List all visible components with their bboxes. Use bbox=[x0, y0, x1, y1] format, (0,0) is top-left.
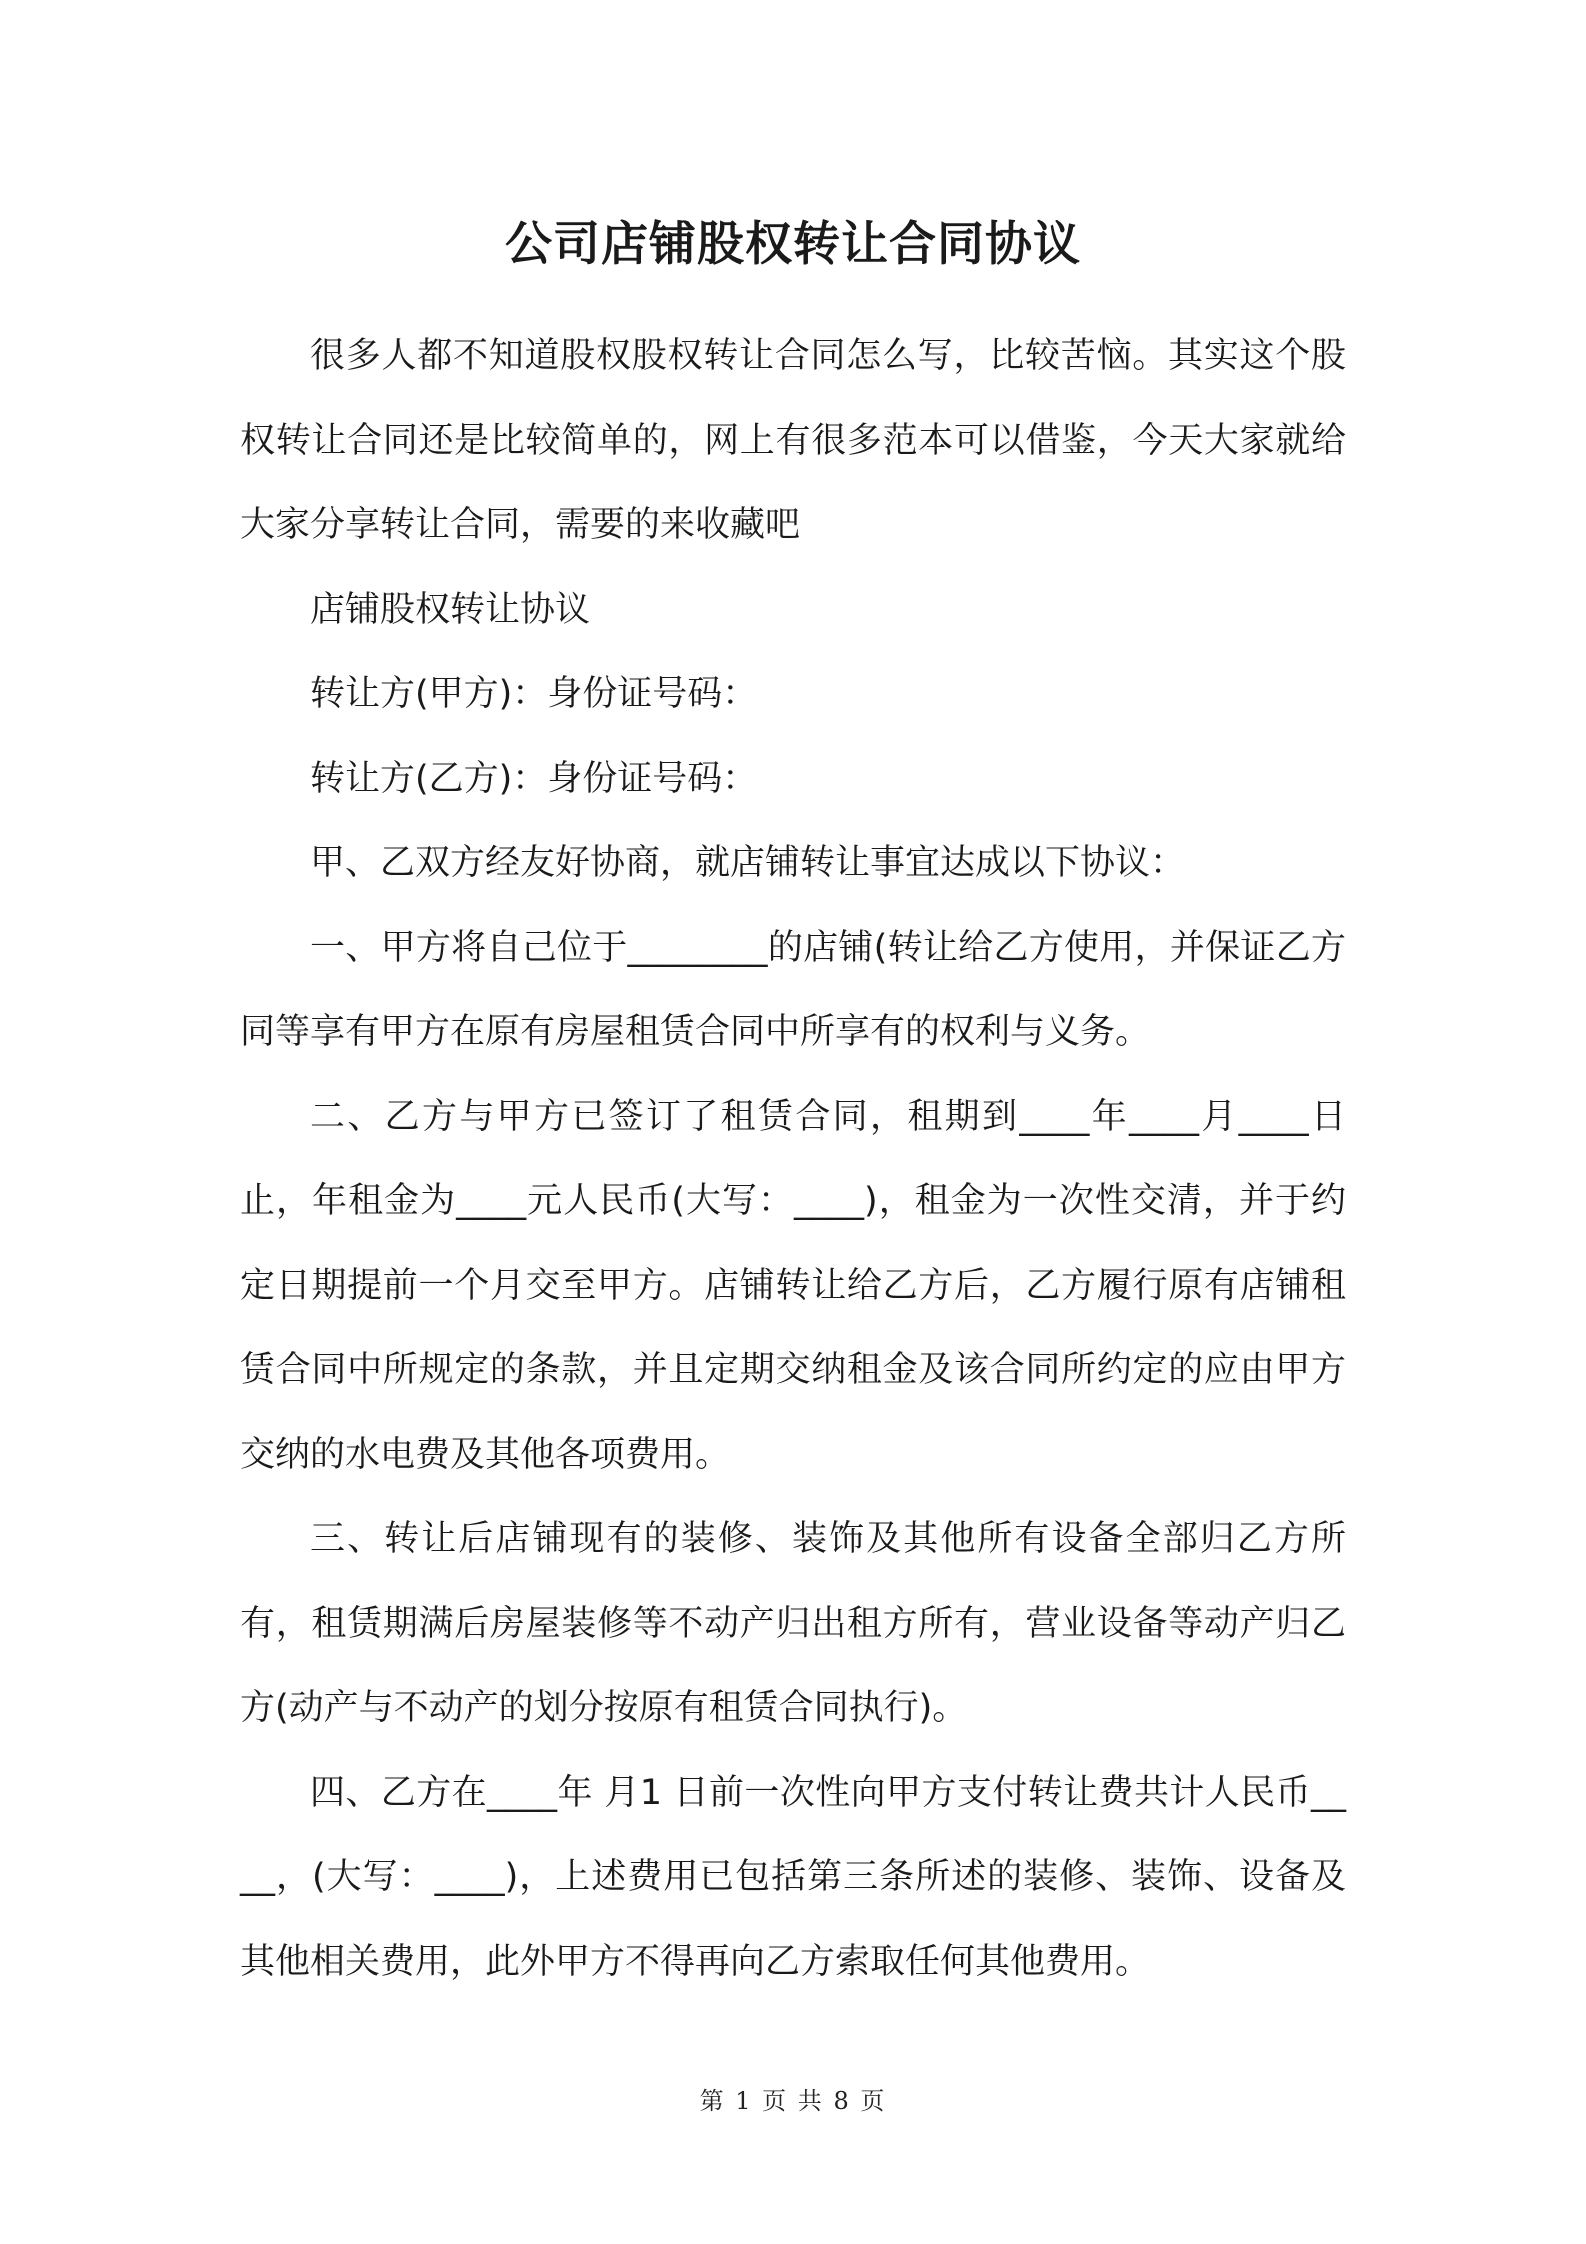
clause-1: 一、甲方将自己位于________的店铺(转让给乙方使用，并保证乙方同等享有甲方在原有房屋租赁合同中所享有的权利与义务。 bbox=[240, 927, 1346, 1052]
clause-4: 四、乙方在____年 月1 日前一次性向甲方支付转让费共计人民币____，(大写：____)，上述费用已包括第三条所述的装修、装饰、设备及其他相关费用，此外甲方不得再向乙方索取任何其他费用。 bbox=[240, 1772, 1346, 1982]
document-title: 公司店铺股权转让合同协议 bbox=[505, 217, 1081, 272]
party-a-line: 转让方(甲方)：身份证号码： bbox=[310, 674, 758, 714]
party-b-line: 转让方(乙方)：身份证号码： bbox=[310, 758, 758, 799]
clause-3: 三、转让后店铺现有的装修、装饰及其他所有设备全部归乙方所有，租赁期满后房屋装修等不动产归出租方所有，营业设备等动产归乙方(动产与不动产的划分按原有租赁合同执行)。 bbox=[240, 1519, 1346, 1728]
page-number-footer: 第 1 页 共 8 页 bbox=[699, 2087, 887, 2115]
agreement-heading: 店铺股权转让协议 bbox=[310, 589, 591, 630]
agreement-preamble: 甲、乙双方经友好协商，就店铺转让事宜达成以下协议： bbox=[310, 843, 1186, 883]
document-body bbox=[240, 314, 1346, 2004]
clause-2: 二、乙方与甲方已签订了租赁合同，租期到____年____月____日止，年租金为____元人民币(大写：____)，租金为一次性交清，并于约定日期提前一个月交至甲方。店铺转让给乙方后，乙方履行原有店铺租赁合同中所规定的条款，并且定期交纳租金及该合同所约定的应由甲方交纳的水电费及其他各项费用。 bbox=[240, 1096, 1346, 1475]
intro-paragraph: 很多人都不知道股权股权转让合同怎么写，比较苦恼。其实这个股权转让合同还是比较简单的，网上有很多范本可以借鉴，今天大家就给大家分享转让合同，需要的来收藏吧 bbox=[240, 336, 1346, 545]
